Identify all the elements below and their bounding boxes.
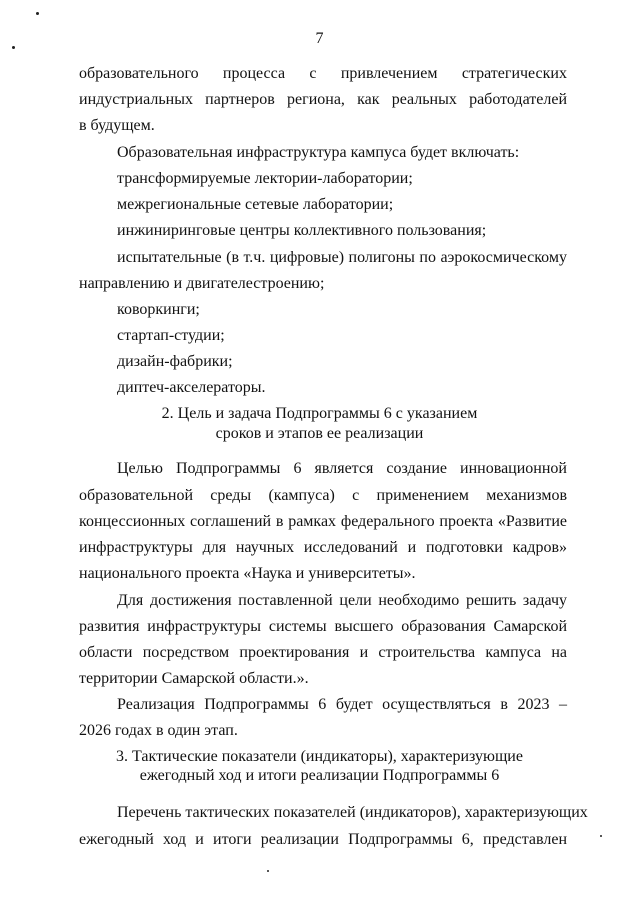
list-item: испытательные (в т.ч. цифровые) полигоны по аэрокосмическому [117,249,567,266]
list-item: направлению и двигателестроению; [79,275,325,292]
text-line: Перечень тактических показателей (индикаторов), характеризующих [117,804,588,821]
text-line: территории Самарской области.». [79,670,309,687]
text-line: Для достижения поставленной цели необходимо решить задачу [117,592,567,609]
text-line: области посредством проектирования и строительства кампуса на [79,644,567,661]
text-line: Образовательная инфраструктура кампуса будет включать: [117,144,520,161]
scan-speck [267,870,269,872]
list-item: коворкинги; [117,301,200,318]
list-item: дизайн-фабрики; [117,353,233,370]
list-item: диптеч-акселераторы. [117,379,266,396]
scan-speck [600,835,602,837]
scan-speck [12,46,15,49]
text-line: образовательной среды (кампуса) с применением механизмов [79,487,567,504]
text-line: 2026 годах в один этап. [79,722,238,739]
text-line: национального проекта «Наука и университеты». [79,565,416,582]
section-heading: сроков и этапов ее реализации [215,425,424,442]
list-item: инжиниринговые центры коллективного пользования; [117,222,487,239]
text-line: инфраструктуры для научных исследований и подготовки кадров» [79,539,567,556]
scan-speck [36,12,39,15]
section-heading: 2. Цель и задача Подпрограммы 6 с указанием [161,405,478,422]
text-line: в будущем. [79,117,155,134]
list-item: стартап-студии; [117,327,225,344]
text-line: Целью Подпрограммы 6 является создание инновационной [117,460,567,477]
text-line: концессионных соглашений в рамках федерального проекта «Развитие [79,513,567,530]
list-item: межрегиональные сетевые лаборатории; [117,196,394,213]
section-heading: ежегодный ход и итоги реализации Подпрограммы 6 [139,767,500,784]
text-line: образовательного процесса с привлечением стратегических [79,65,567,82]
text-line: ежегодный ход и итоги реализации Подпрограммы 6, представлен [79,831,567,848]
page-number: 7 [315,30,324,47]
list-item: трансформируемые лектории-лаборатории; [117,170,413,187]
text-line: индустриальных партнеров региона, как реальных работодателей [79,91,567,108]
text-line: развития инфраструктуры системы высшего образования Самарской [79,618,567,635]
section-heading: 3. Тактические показатели (индикаторы), характеризующие [116,748,523,765]
text-line: Реализация Подпрограммы 6 будет осуществляться в 2023 – [117,696,567,713]
